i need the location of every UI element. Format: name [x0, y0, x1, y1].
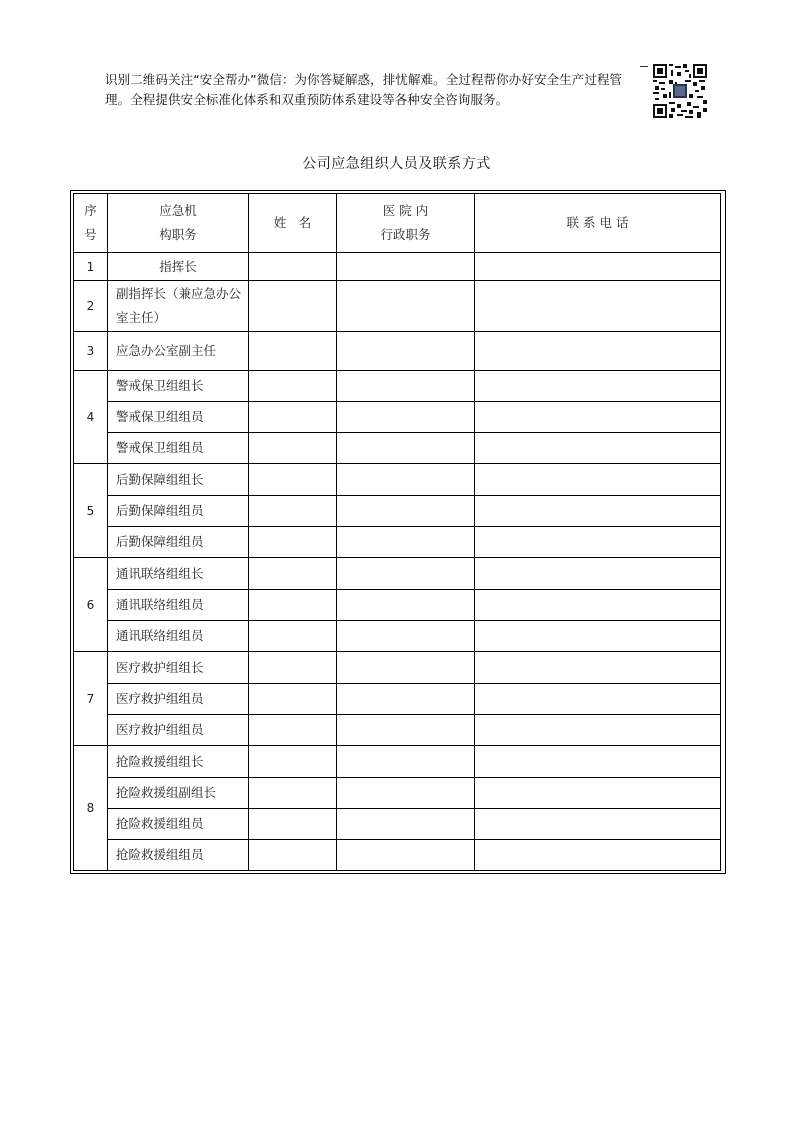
- table-row: [74, 809, 721, 840]
- phone-cell[interactable]: [475, 590, 721, 621]
- phone-cell[interactable]: [475, 809, 721, 840]
- position-cell[interactable]: [337, 371, 475, 402]
- header-phone: 联 系 电 话: [475, 194, 721, 253]
- name-cell[interactable]: [249, 621, 337, 652]
- role-cell: 通讯联络组组长: [108, 558, 249, 590]
- role-cell: 后勤保障组组长: [108, 464, 249, 496]
- name-cell[interactable]: [249, 746, 337, 778]
- role-cell: 抢险救援组副组长: [108, 778, 249, 809]
- header-role: 应急机 构职务: [108, 194, 249, 253]
- header-name: 姓 名: [249, 194, 337, 253]
- name-cell[interactable]: [249, 332, 337, 371]
- table-row: [74, 253, 721, 281]
- name-cell[interactable]: [249, 840, 337, 871]
- role-cell: 指挥长: [108, 253, 249, 281]
- role-cell: 通讯联络组组员: [108, 590, 249, 621]
- position-cell[interactable]: [337, 496, 475, 527]
- role-cell: 应急办公室副主任: [108, 332, 249, 371]
- role-cell: 副指挥长（兼应急办公室主任）: [108, 281, 249, 332]
- role-cell: 医疗救护组组员: [108, 684, 249, 715]
- role-cell: 医疗救护组组长: [108, 652, 249, 684]
- position-cell[interactable]: [337, 778, 475, 809]
- table-header-row: [74, 194, 721, 253]
- position-cell[interactable]: [337, 621, 475, 652]
- name-cell[interactable]: [249, 402, 337, 433]
- position-cell[interactable]: [337, 332, 475, 371]
- phone-cell[interactable]: [475, 402, 721, 433]
- table-row: [74, 621, 721, 652]
- role-cell: 后勤保障组组员: [108, 496, 249, 527]
- phone-cell[interactable]: [475, 332, 721, 371]
- position-cell[interactable]: [337, 652, 475, 684]
- position-cell[interactable]: [337, 809, 475, 840]
- position-cell[interactable]: [337, 684, 475, 715]
- name-cell[interactable]: [249, 715, 337, 746]
- table-row: [74, 652, 721, 684]
- name-cell[interactable]: [249, 281, 337, 332]
- phone-cell[interactable]: [475, 433, 721, 464]
- name-cell[interactable]: [249, 464, 337, 496]
- table-row: [74, 402, 721, 433]
- name-cell[interactable]: [249, 590, 337, 621]
- position-cell[interactable]: [337, 527, 475, 558]
- role-cell: 警戒保卫组组长: [108, 371, 249, 402]
- name-cell[interactable]: [249, 253, 337, 281]
- seq-cell: 3: [74, 332, 108, 371]
- role-cell: 通讯联络组组员: [108, 621, 249, 652]
- table-row: [74, 746, 721, 778]
- table-row: [74, 684, 721, 715]
- position-cell[interactable]: [337, 433, 475, 464]
- contact-table-frame: [70, 190, 726, 874]
- phone-cell[interactable]: [475, 464, 721, 496]
- phone-cell[interactable]: [475, 371, 721, 402]
- phone-cell[interactable]: [475, 840, 721, 871]
- name-cell[interactable]: [249, 527, 337, 558]
- name-cell[interactable]: [249, 684, 337, 715]
- table-row: [74, 433, 721, 464]
- seq-cell: 1: [74, 253, 108, 281]
- table-row: [74, 778, 721, 809]
- position-cell[interactable]: [337, 746, 475, 778]
- name-cell[interactable]: [249, 809, 337, 840]
- header-seq: 序 号: [74, 194, 108, 253]
- role-cell: 后勤保障组组员: [108, 527, 249, 558]
- position-cell[interactable]: [337, 402, 475, 433]
- position-cell[interactable]: [337, 558, 475, 590]
- position-cell[interactable]: [337, 840, 475, 871]
- divider-dash: [640, 66, 648, 67]
- table-row: [74, 715, 721, 746]
- phone-cell[interactable]: [475, 746, 721, 778]
- qr-code-icon[interactable]: [653, 64, 707, 118]
- name-cell[interactable]: [249, 652, 337, 684]
- phone-cell[interactable]: [475, 652, 721, 684]
- position-cell[interactable]: [337, 590, 475, 621]
- phone-cell[interactable]: [475, 558, 721, 590]
- position-cell[interactable]: [337, 253, 475, 281]
- table-row: [74, 496, 721, 527]
- phone-cell[interactable]: [475, 778, 721, 809]
- promo-banner-text: 识别二维码关注“安全帮办”微信：为你答疑解惑，排忧解难。全过程帮你办好安全生产过程管理。全程提供安全标准化体系和双重预防体系建设等各种安全咨询服务。: [105, 72, 623, 107]
- phone-cell[interactable]: [475, 684, 721, 715]
- seq-cell: 4: [74, 371, 108, 464]
- phone-cell[interactable]: [475, 715, 721, 746]
- role-cell: 抢险救援组组员: [108, 840, 249, 871]
- header-hospital-position: 医 院 内 行政职务: [337, 194, 475, 253]
- table-row: [74, 371, 721, 402]
- table-row: [74, 464, 721, 496]
- table-row: [74, 840, 721, 871]
- name-cell[interactable]: [249, 371, 337, 402]
- position-cell[interactable]: [337, 464, 475, 496]
- emergency-contact-table: [73, 193, 721, 871]
- seq-cell: 6: [74, 558, 108, 652]
- phone-cell[interactable]: [475, 253, 721, 281]
- table-row: [74, 332, 721, 371]
- role-cell: 警戒保卫组组员: [108, 433, 249, 464]
- table-row: [74, 281, 721, 332]
- seq-cell: 2: [74, 281, 108, 332]
- page-title: 公司应急组织人员及联系方式: [302, 156, 491, 172]
- seq-cell: 7: [74, 652, 108, 746]
- table-row: [74, 558, 721, 590]
- table-row: [74, 527, 721, 558]
- name-cell[interactable]: [249, 496, 337, 527]
- role-cell: 警戒保卫组组员: [108, 402, 249, 433]
- phone-cell[interactable]: [475, 281, 721, 332]
- position-cell[interactable]: [337, 281, 475, 332]
- name-cell[interactable]: [249, 778, 337, 809]
- role-cell: 抢险救援组组长: [108, 746, 249, 778]
- name-cell[interactable]: [249, 558, 337, 590]
- table-row: [74, 590, 721, 621]
- role-cell: 医疗救护组组员: [108, 715, 249, 746]
- seq-cell: 8: [74, 746, 108, 871]
- position-cell[interactable]: [337, 715, 475, 746]
- phone-cell[interactable]: [475, 621, 721, 652]
- role-cell: 抢险救援组组员: [108, 809, 249, 840]
- name-cell[interactable]: [249, 433, 337, 464]
- phone-cell[interactable]: [475, 527, 721, 558]
- phone-cell[interactable]: [475, 496, 721, 527]
- seq-cell: 5: [74, 464, 108, 558]
